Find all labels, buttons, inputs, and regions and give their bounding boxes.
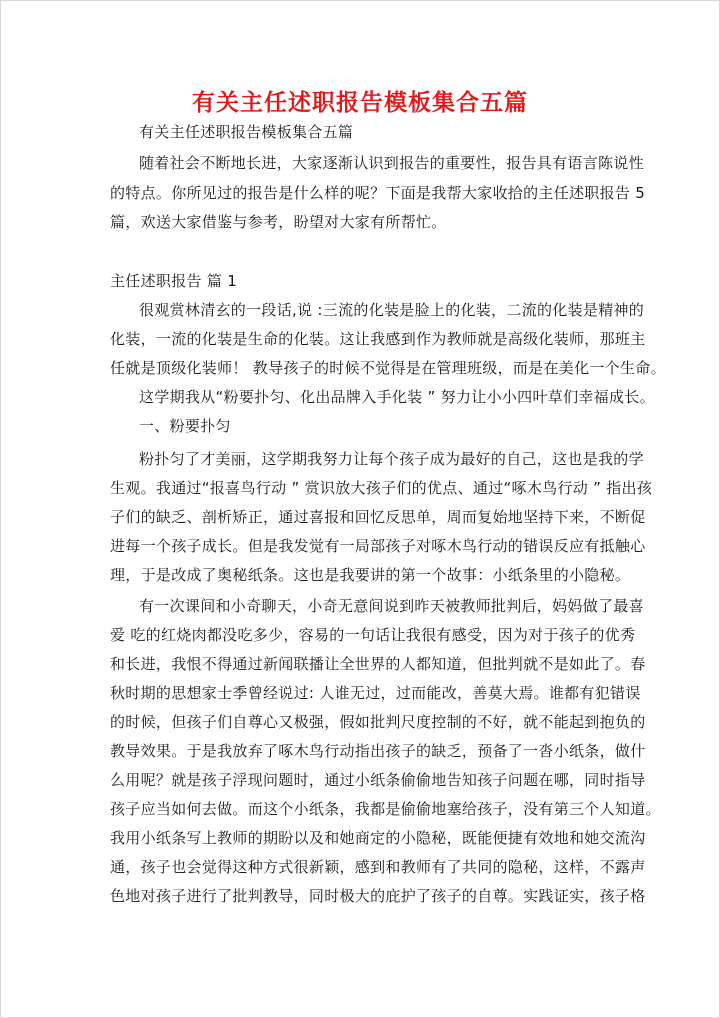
body-line: 秋时期的思想家士季曾经说过: 人谁无过，过而能改，善莫大焉。谁都有犯错误	[110, 684, 641, 702]
document-title: 有关主任述职报告模板集合五篇	[192, 90, 528, 116]
body-line: 爱 吃的红烧肉都没吃多少，容易的一句话让我很有感受，因为对于孩子的优秀	[110, 626, 636, 644]
body-line: 粉扑匀了才美丽，这学期我努力让每个孩子成为最好的自己，这也是我的学	[139, 450, 644, 468]
body-line: 这学期我从“粉要扑匀、化出品牌入手化装 ” 努力让小小四叶草们幸福成长。	[139, 388, 655, 406]
body-line: 任就是顶级化装师！ 教导孩子的时候不觉得是在管理班级，而是在美化一个生命。	[110, 359, 666, 377]
intro-line-1: 随着社会不断地长进，大家逐渐认识到报告的重要性，报告具有语言陈说性	[139, 154, 644, 172]
body-line: 孩子应当如何去做。而这个小纸条，我都是偷偷地塞给孩子，没有第三个人知道。	[110, 800, 661, 818]
body-line: 进每一个孩子成长。但是我发觉有一局部孩子对啄木鸟行动的错误反应有抵触心	[110, 537, 646, 555]
body-line: 生观。我通过“报喜鸟行动 ” 赏识放大孩子们的优点、通过“啄木鸟行动 ” 指出孩	[110, 479, 653, 497]
body-line: 化装，一流的化装是生命的化装。这让我感到作为教师就是高级化装师，那班主	[110, 330, 646, 348]
intro-line-2: 的特点。你所见过的报告是什么样的呢？下面是我帮大家收拾的主任述职报告 5	[110, 184, 646, 202]
body-line: 色地对孩子进行了批判教导，同时极大的庇护了孩子的自尊。实践证实，孩子格	[110, 887, 646, 905]
body-line: 我用小纸条写上教师的期盼以及和她商定的小隐秘，既能便捷有效地和她交流沟	[110, 829, 646, 847]
body-line: 的时候，但孩子们自尊心又极强，假如批判尺度控制的不好，就不能起到抱负的	[110, 713, 646, 731]
body-line: 么用呢？就是孩子浮现问题时，通过小纸条偷偷地告知孩子问题在哪，同时指导	[110, 771, 646, 789]
intro-line-3: 篇，欢送大家借鉴与参考，盼望对大家有所帮忙。	[110, 213, 447, 231]
body-line: 和长进，我恨不得通过新闻联播让全世界的人都知道，但批判就不是如此了。春	[110, 655, 646, 673]
body-line: 有一次课间和小奇聊天，小奇无意间说到昨天被教师批判后，妈妈做了最喜	[139, 597, 644, 615]
body-line: 教导效果。于是我放弃了啄木鸟行动指出孩子的缺乏，预备了一沓小纸条，做什	[110, 742, 646, 760]
body-line: 子们的缺乏、剖析矫正，通过喜报和回忆反思单，周而复始地坚持下来，不断促	[110, 508, 646, 526]
body-line: 很观赏林清玄的一段话,说 :三流的化装是脸上的化装，二流的化装是精神的	[139, 301, 645, 319]
section-heading: 主任述职报告 篇 1	[110, 272, 238, 290]
subtitle-line: 有关主任述职报告模板集合五篇	[139, 123, 354, 141]
subheading: 一、粉要扑匀	[139, 417, 231, 435]
body-line: 理，于是改成了奥秘纸条。这也是我要讲的第一个故事：小纸条里的小隐秘。	[110, 566, 631, 584]
body-line: 通，孩子也会觉得这种方式很新颖，感到和教师有了共同的隐秘，这样，不露声	[110, 858, 646, 876]
